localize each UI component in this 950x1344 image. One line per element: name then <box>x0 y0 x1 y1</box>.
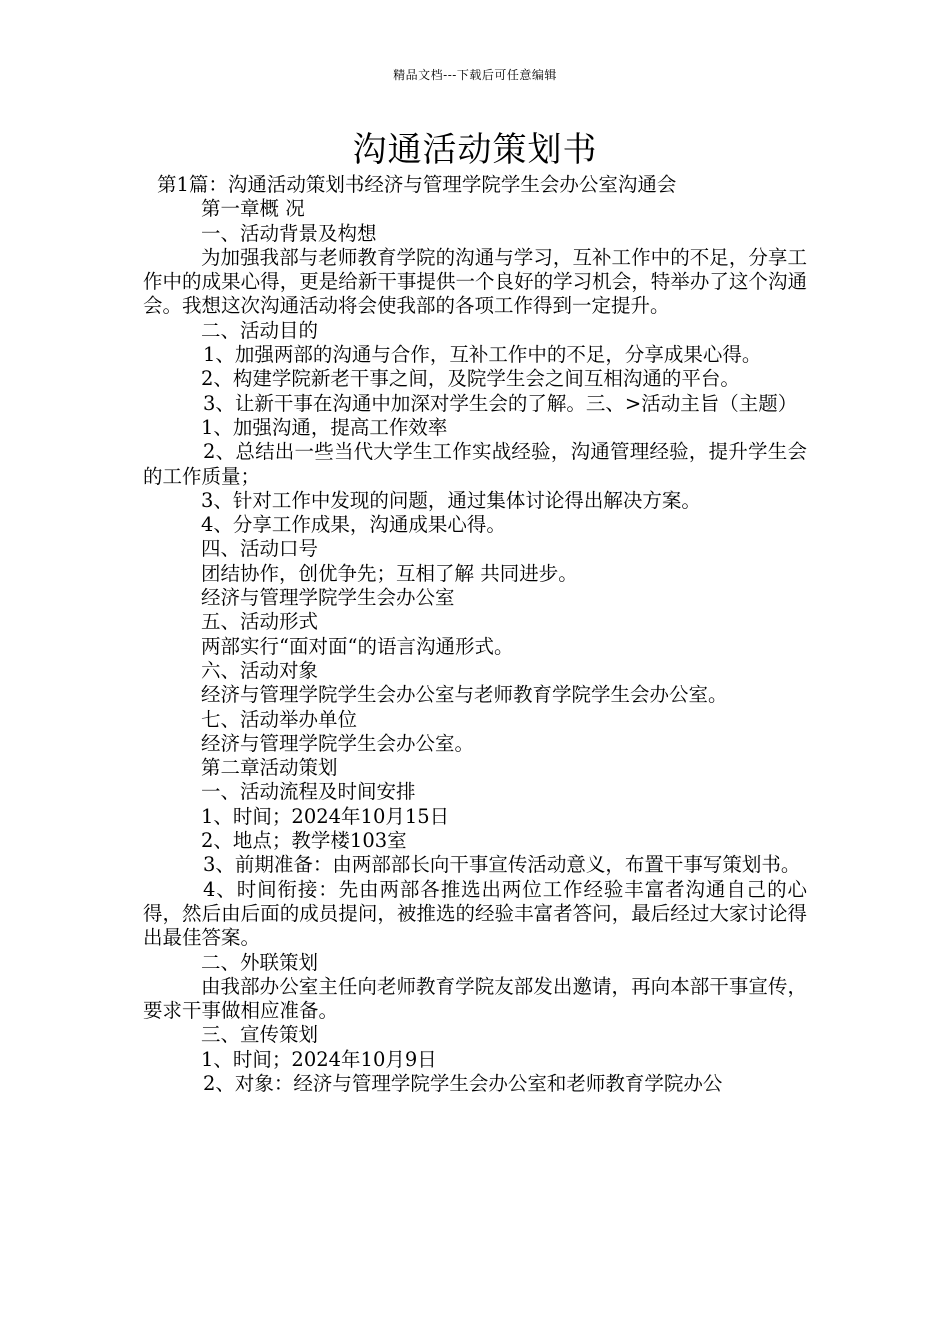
paragraph: 团结协作，创优争先；互相了解 共同进步。 <box>201 561 578 585</box>
paragraph: 2、总结出一些当代大学生工作实战经验，沟通管理经验，提升学生会的工作质量； <box>143 440 807 488</box>
paragraph: 一、活动背景及构想 <box>201 221 377 245</box>
paragraph: 3、针对工作中发现的问题，通过集体讨论得出解决方案。 <box>201 488 701 512</box>
paragraph: 为加强我部与老师教育学院的沟通与学习，互补工作中的不足，分享工作中的成果心得，更是给新干事提供一个良好的学习机会，特举办了这个沟通会。我想这次沟通活动将会使我部的各项工作得到一定提升。 <box>143 245 807 318</box>
paragraph: 经济与管理学院学生会办公室 <box>201 586 455 610</box>
paragraph: 2、对象：经济与管理学院学生会办公室和老师教育学院办公 <box>203 1071 723 1095</box>
paragraph: 六、活动对象 <box>201 658 319 682</box>
paragraph: 三、宣传策划 <box>201 1023 319 1047</box>
paragraph: 二、外联策划 <box>201 950 319 974</box>
paragraph: 四、活动口号 <box>201 537 319 561</box>
document-body <box>143 173 807 1096</box>
paragraph: 1、加强两部的沟通与合作，互补工作中的不足，分享成果心得。 <box>203 343 762 367</box>
paragraph: 1、加强沟通，提高工作效率 <box>201 415 448 439</box>
page-header: 精品文档---下载后可任意编辑 <box>393 68 557 82</box>
paragraph: 4、分享工作成果，沟通成果心得。 <box>201 513 506 537</box>
paragraph: 第1篇：沟通活动策划书经济与管理学院学生会办公室沟通会 <box>157 173 677 196</box>
paragraph: 1、时间；2024年10月9日 <box>201 1047 437 1071</box>
paragraph: 五、活动形式 <box>201 610 319 634</box>
paragraph: 3、让新干事在沟通中加深对学生会的了解。三、>活动主旨（主题） <box>203 391 798 415</box>
paragraph: 两部实行“面对面“的语言沟通形式。 <box>201 634 514 658</box>
paragraph: 4、时间衔接：先由两部各推选出两位工作经验丰富者沟通自己的心得，然后由后面的成员提问，被推选的经验丰富者答问，最后经过大家讨论得出最佳答案。 <box>143 877 807 950</box>
paragraph: 一、活动流程及时间安排 <box>201 780 416 804</box>
document-title: 沟通活动策划书 <box>352 130 598 170</box>
paragraph: 第二章活动策划 <box>201 756 338 780</box>
paragraph: 经济与管理学院学生会办公室与老师教育学院学生会办公室。 <box>201 683 728 707</box>
paragraph: 1、时间；2024年10月15日 <box>201 804 450 828</box>
paragraph: 由我部办公室主任向老师教育学院友部发出邀请，再向本部干事宣传，要求干事做相应准备。 <box>143 974 807 1023</box>
paragraph: 第一章概 况 <box>201 197 305 221</box>
paragraph: 3、前期准备：由两部部长向干事宣传活动意义，布置干事写策划书。 <box>203 853 801 877</box>
paragraph: 2、地点；教学楼103室 <box>201 829 407 853</box>
paragraph: 七、活动举办单位 <box>201 707 358 731</box>
paragraph: 经济与管理学院学生会办公室。 <box>201 731 475 755</box>
paragraph: 二、活动目的 <box>201 318 319 342</box>
paragraph: 2、构建学院新老干事之间，及院学生会之间互相沟通的平台。 <box>201 367 740 391</box>
